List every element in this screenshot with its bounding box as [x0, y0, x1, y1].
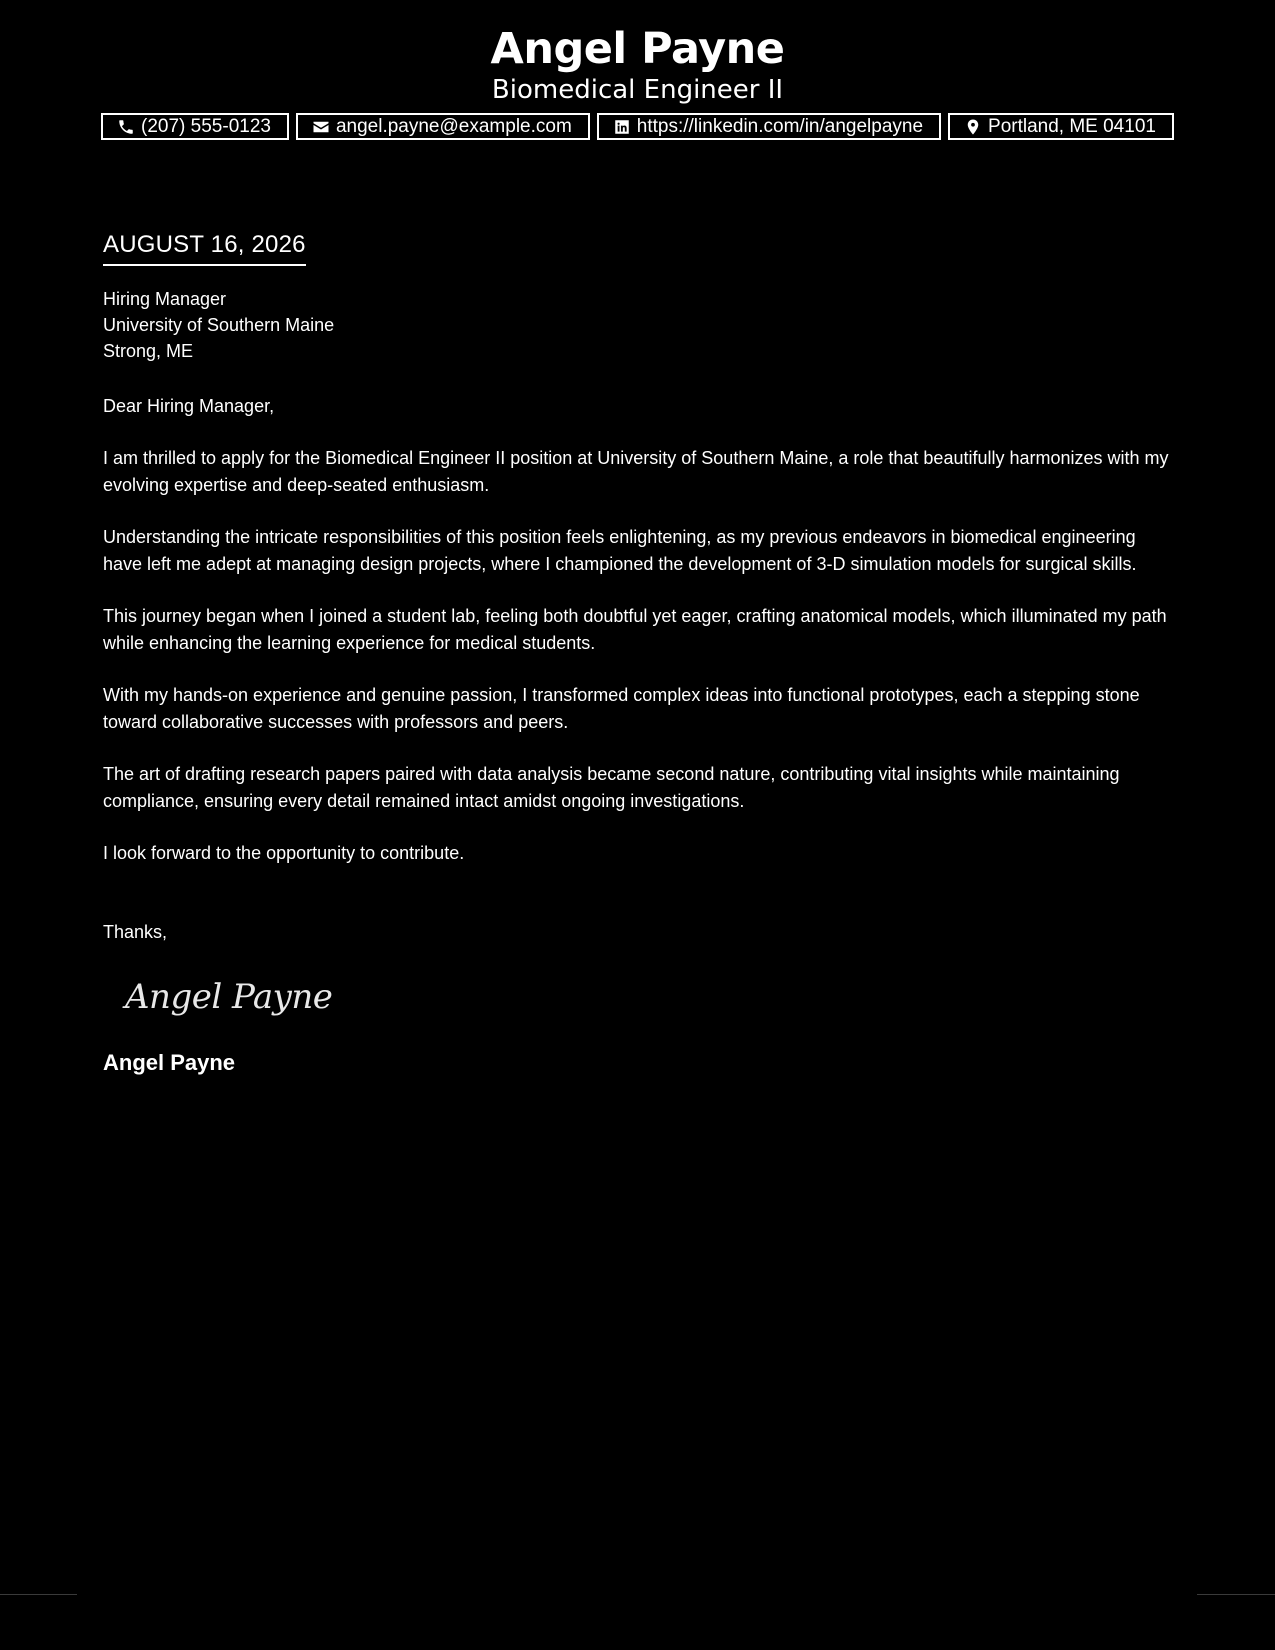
body-paragraph: With my hands-on experience and genuine passion, I transformed complex ideas into functional prototypes, each a stepping stone toward collaborative successes with professors and peers. — [103, 685, 1140, 732]
body-paragraph: Understanding the intricate responsibilities of this position feels enlightening, as my previous endeavors in biomedical engineering have left me adept at managing design projects, where I championed the development of 3-D simulation models for surgical skills. — [103, 527, 1137, 574]
body-paragraph: I look forward to the opportunity to contribute. — [103, 843, 465, 863]
closing: Thanks, — [103, 921, 168, 942]
contact-email[interactable] — [296, 113, 590, 140]
handwritten-signature: Angel Payne — [125, 976, 333, 1017]
letter-date: AUGUST 16, 2026 — [103, 228, 306, 266]
applicant-title: Biomedical Engineer II — [491, 75, 784, 105]
body-paragraph: I am thrilled to apply for the Biomedical Engineer II position at University of Southern Maine, a role that beautifully harmonizes with my evolving expertise and deep-seated enthusiasm. — [103, 448, 1169, 495]
phone-icon — [117, 118, 135, 136]
recipient-block — [103, 286, 1178, 364]
map-pin-icon — [964, 118, 982, 136]
email-text: angel.payne@example.com — [335, 115, 572, 137]
footer-divider — [0, 1594, 77, 1595]
applicant-name: Angel Payne — [490, 24, 785, 74]
contact-linkedin[interactable] — [597, 113, 941, 140]
signed-name: Angel Payne — [103, 1049, 236, 1075]
phone-text: (207) 555-0123 — [141, 115, 271, 137]
envelope-icon — [312, 118, 330, 136]
footer-divider — [1197, 1594, 1275, 1595]
recipient-line: Hiring Manager — [103, 289, 227, 309]
contact-location[interactable] — [948, 113, 1174, 140]
letter-body — [103, 228, 1178, 1077]
letter-header — [0, 18, 1275, 105]
recipient-line: University of Southern Maine — [103, 315, 335, 335]
recipient-line: Strong, ME — [103, 341, 194, 361]
contact-phone[interactable] — [101, 113, 289, 140]
salutation: Dear Hiring Manager, — [103, 396, 275, 416]
location-text: Portland, ME 04101 — [988, 115, 1156, 137]
body-paragraph: The art of drafting research papers paired with data analysis became second nature, contributing vital insights while maintaining compliance, ensuring every detail remained intact amidst ongoing investigations. — [103, 764, 1120, 811]
linkedin-text: https://linkedin.com/in/angelpayne — [636, 115, 924, 137]
body-paragraph: This journey began when I joined a student lab, feeling both doubtful yet eager, crafting anatomical models, which illuminated my path while enhancing the learning experience for medical students. — [103, 606, 1167, 653]
linkedin-icon — [613, 118, 631, 136]
contact-bar — [0, 113, 1275, 140]
